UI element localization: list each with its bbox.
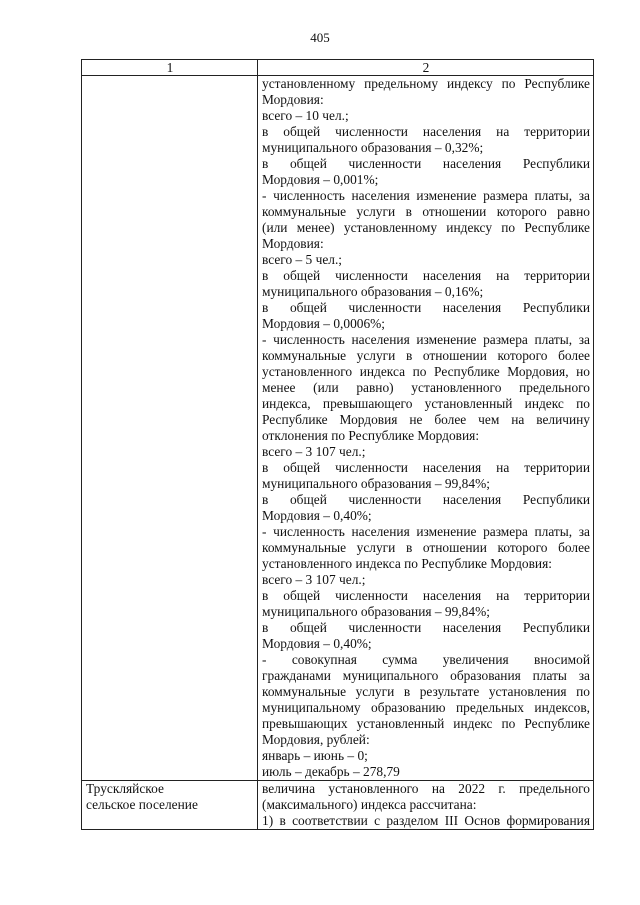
index-description-cell — [258, 76, 594, 781]
text-line: Мордовия – 0,40%; — [262, 636, 372, 651]
text-line: в общей численности населения на территории — [262, 268, 590, 283]
text-line: - численность населения изменение размера платы, за — [262, 188, 590, 203]
text-line: коммунальные услуги в результате установления по — [262, 684, 590, 699]
text-line: установленному предельному индексу по Республике — [262, 76, 590, 91]
municipality-name-cell — [82, 781, 258, 830]
text-line: всего – 5 чел.; — [262, 252, 343, 267]
text-line: в общей численности населения на территории — [262, 124, 590, 139]
text-line: Мордовия – 0,001%; — [262, 172, 379, 187]
table-row — [82, 781, 594, 830]
index-description-cell — [258, 781, 594, 830]
text-line: отклонения по Республике Мордовия: — [262, 428, 480, 443]
text-line: гражданами муниципального образования платы за — [262, 668, 590, 683]
text-line: всего – 3 107 чел.; — [262, 572, 366, 587]
municipality-name-line: сельское поселение — [86, 797, 198, 812]
text-line: Мордовия – 0,40%; — [262, 508, 372, 523]
text-line: Республике Мордовия не более чем на величину — [262, 412, 590, 427]
text-line: (максимального) индекса рассчитана: — [262, 797, 477, 812]
text-line: - совокупная сумма увеличения вносимой — [262, 652, 590, 667]
text-line: коммунальные услуги в отношении которого более — [262, 540, 590, 555]
text-line: в общей численности населения Республики — [262, 492, 590, 507]
text-line: в общей численности населения на территории — [262, 460, 590, 475]
page-number: 405 — [310, 30, 330, 45]
text-line: муниципального образования – 0,32%; — [262, 140, 484, 155]
text-line: всего – 3 107 чел.; — [262, 444, 366, 459]
text-line: Мордовия – 0,0006%; — [262, 316, 386, 331]
text-line: - численность населения изменение размера платы, за — [262, 524, 590, 539]
table-header-row — [82, 60, 594, 76]
text-line: индекса, превышающего установленный индекс по — [262, 396, 590, 411]
text-line: превышающих установленный индекс по Республике — [262, 716, 590, 731]
text-line: в общей численности населения на территории — [262, 588, 590, 603]
text-line: Мордовия: — [262, 92, 324, 107]
column-header-1: 1 — [82, 60, 258, 76]
text-line: установленного индекса по Республике Мордовия: — [262, 556, 552, 571]
text-line: величина установленного на 2022 г. предельного — [262, 781, 590, 796]
text-line: муниципального образования – 0,16%; — [262, 284, 484, 299]
text-line: всего – 10 чел.; — [262, 108, 349, 123]
text-line: Мордовия: — [262, 236, 324, 251]
text-line: коммунальные услуги в отношении которого более — [262, 348, 590, 363]
text-line: в общей численности населения Республики — [262, 300, 590, 315]
text-line: коммунальные услуги в отношении которого равно — [262, 204, 590, 219]
text-line: менее (или равно) установленного предельного — [262, 380, 590, 395]
text-line: 1) в соответствии с разделом III Основ формирования — [262, 813, 590, 828]
text-line: Мордовия, рублей: — [262, 732, 370, 747]
text-line: установленного индекса по Республике Мордовия, но — [262, 364, 590, 379]
table-row — [82, 76, 594, 781]
text-line: январь – июнь – 0; — [262, 748, 368, 763]
text-line: июль – декабрь – 278,79 — [262, 764, 400, 779]
text-line: муниципального образования – 99,84%; — [262, 604, 490, 619]
column-header-2: 2 — [258, 60, 594, 76]
municipality-name-cell — [82, 76, 258, 781]
text-line: в общей численности населения Республики — [262, 620, 590, 635]
text-line: (или менее) установленному индексу по Республике — [262, 220, 590, 235]
text-line: в общей численности населения Республики — [262, 156, 590, 171]
municipality-name-line: Трускляйское — [86, 781, 164, 796]
text-line: муниципального образования – 99,84%; — [262, 476, 490, 491]
text-line: муниципальному образованию предельных индексов, — [262, 700, 590, 715]
tariff-index-table — [81, 59, 594, 830]
text-line: - численность населения изменение размера платы, за — [262, 332, 590, 347]
